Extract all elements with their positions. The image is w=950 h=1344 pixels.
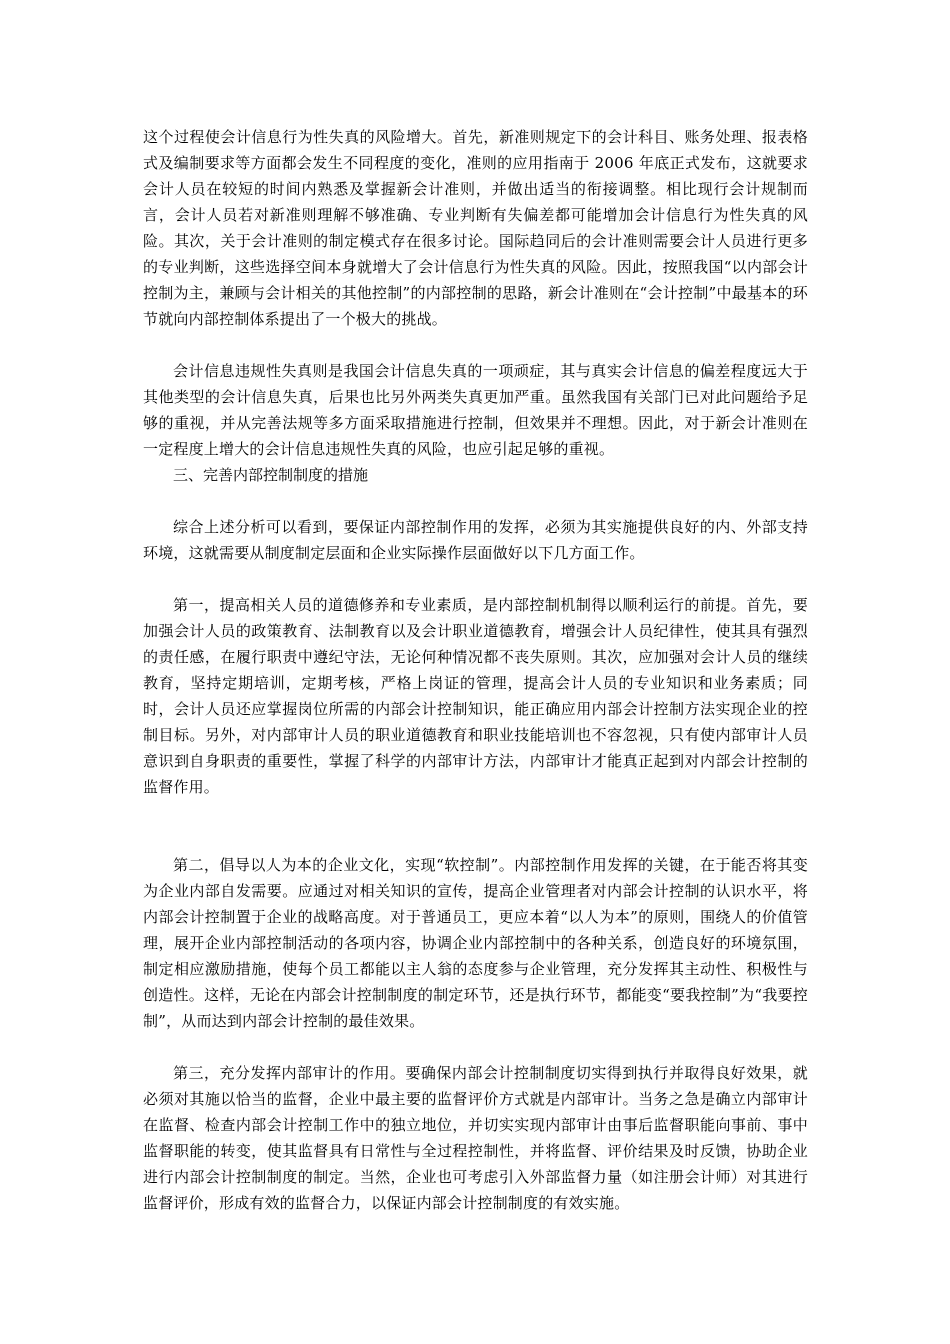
paragraph-second-measure: 第二，倡导以人为本的企业文化，实现“软控制”。内部控制作用发挥的关键，在于能否将其变为企业内部自发需要。应通过对相关知识的宣传，提高企业管理者对内部会计控制的认识水平，将内部会计控制置于企业的战略高度。对于普通员工，更应本着“以人为本”的原则，围绕人的价值管理，展开企业内部控制活动的各项内容，协调企业内部控制中的各种关系，创造良好的环境氛围，制定相应激励措施，使每个员工都能以主人翁的态度参与企业管理，充分发挥其主动性、积极性与创造性。这样，无论在内部会计控制制度的制定环节，还是执行环节，都能变“要我控制”为“我要控制”，从而达到内部会计控制的最佳效果。 [143, 856, 808, 1030]
paragraph-first-measure: 第一，提高相关人员的道德修养和专业素质，是内部控制机制得以顺利运行的前提。首先，要加强会计人员的政策教育、法制教育以及会计职业道德教育，增强会计人员纪律性，使其具有强烈的责任感，在履行职责中遵纪守法，无论何种情况都不丧失原则。其次，应加强对会计人员的继续教育，坚持定期培训，定期考核，严格上岗证的管理，提高会计人员的专业知识和业务素质；同时，会计人员还应掌握岗位所需的内部会计控制知识，能正确应用内部会计控制方法实现企业的控制目标。另外，对内部审计人员的职业道德教育和职业技能培训也不容忽视，只有使内部审计人员意识到自身职责的重要性，掌握了科学的内部审计方法，内部审计才能真正起到对内部会计控制的监督作用。 [143, 596, 808, 796]
section-heading: 三、完善内部控制制度的措施 [173, 466, 369, 484]
paragraph-third-measure: 第三，充分发挥内部审计的作用。要确保内部会计控制制度切实得到执行并取得良好效果，就必须对其施以恰当的监督，企业中最主要的监督评价方式就是内部审计。当务之急是确立内部审计在监督、检查内部会计控制工作中的独立地位，并切实实现内部审计由事后监督职能向事前、事中监督职能的转变，使其监督具有日常性与全过程控制性，并将监督、评价结果及时反馈，协助企业进行内部会计控制制度的制定。当然，企业也可考虑引入外部监督力量（如注册会计师）对其进行监督评价，形成有效的监督合力，以保证内部会计控制制度的有效实施。 [143, 1064, 808, 1212]
paragraph-risk-continuation: 这个过程使会计信息行为性失真的风险增大。首先，新准则规定下的会计科目、账务处理、报表格式及编制要求等方面都会发生不同程度的变化，准则的应用指南于 2006 年底正式发布，这就要求会计人员在较短的时间内熟悉及掌握新会计准则，并做出适当的衔接调整。相比现行会计规制而言，会计人员若对新准则理解不够准确、专业判断有失偏差都可能增加会计信息行为性失真的风险。其次，关于会计准则的制定模式存在很多讨论。国际趋同后的会计准则需要会计人员进行更多的专业判断，这些选择空间本身就增大了会计信息行为性失真的风险。因此，按照我国“以内部会计控制为主，兼顾与会计相关的其他控制”的内部控制的思路，新会计准则在“会计控制”中最基本的环节就向内部控制体系提出了一个极大的挑战。 [143, 128, 808, 328]
paragraph-summary: 综合上述分析可以看到，要保证内部控制作用的发挥，必须为其实施提供良好的内、外部支持环境，这就需要从制度制定层面和企业实际操作层面做好以下几方面工作。 [143, 518, 808, 562]
document-page [143, 124, 808, 1216]
paragraph-violation-distortion: 会计信息违规性失真则是我国会计信息失真的一项顽症，其与真实会计信息的偏差程度远大于其他类型的会计信息失真，后果也比另外两类失真更加严重。虽然我国有关部门已对此问题给予足够的重视，并从完善法规等多方面采取措施进行控制，但效果并不理想。因此，对于新会计准则在一定程度上增大的会计信息违规性失真的风险，也应引起足够的重视。 [143, 362, 808, 458]
